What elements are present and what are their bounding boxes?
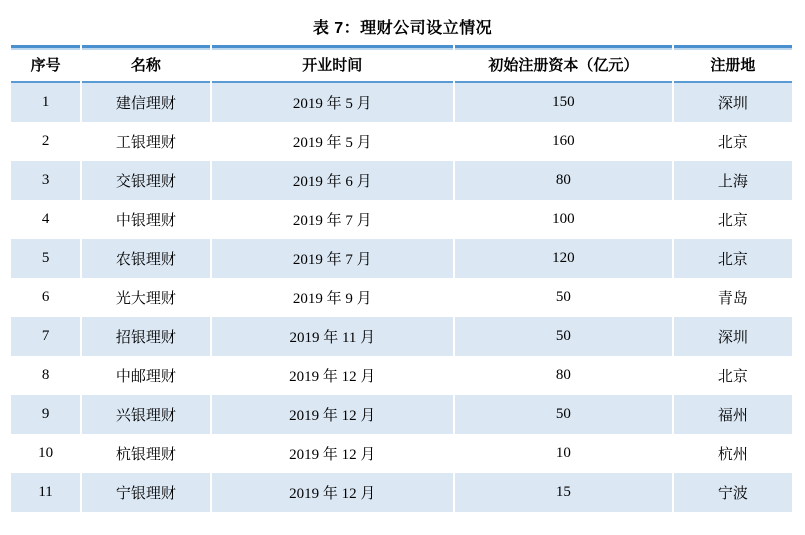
table-cell: 80: [455, 161, 672, 200]
table-cell: 5: [11, 239, 80, 278]
table-cell: 11: [11, 473, 80, 512]
table-title: 表 7：理财公司设立情况: [312, 20, 493, 37]
table-row: [11, 356, 792, 395]
table-cell: 杭州: [674, 434, 792, 473]
table-row: [11, 473, 792, 512]
table-cell: 北京: [674, 356, 792, 395]
table-cell: 150: [455, 83, 672, 122]
table-cell: 中银理财: [82, 200, 209, 239]
table-cell: 6: [11, 278, 80, 317]
table-cell: 2019 年 9 月: [212, 278, 454, 317]
table-body: [11, 83, 792, 512]
table-cell: 光大理财: [82, 278, 209, 317]
table-cell: 120: [455, 239, 672, 278]
table-cell: 北京: [674, 239, 792, 278]
table-cell: 招银理财: [82, 317, 209, 356]
table-cell: 10: [455, 434, 672, 473]
table-row: [11, 395, 792, 434]
table-cell: 160: [455, 122, 672, 161]
table-cell: 100: [455, 200, 672, 239]
table-cell: 2019 年 7 月: [212, 239, 454, 278]
table-cell: 9: [11, 395, 80, 434]
table-cell: 15: [455, 473, 672, 512]
col-header-index: 序号: [11, 45, 80, 83]
table-cell: 宁波: [674, 473, 792, 512]
table-cell: 交银理财: [82, 161, 209, 200]
table-cell: 7: [11, 317, 80, 356]
table-cell: 8: [11, 356, 80, 395]
table-cell: 2019 年 5 月: [212, 122, 454, 161]
table-cell: 4: [11, 200, 80, 239]
table-cell: 50: [455, 278, 672, 317]
table-cell: 10: [11, 434, 80, 473]
table-cell: 兴银理财: [82, 395, 209, 434]
table-cell: 50: [455, 317, 672, 356]
table-row: [11, 122, 792, 161]
table-cell: 杭银理财: [82, 434, 209, 473]
table-cell: 深圳: [674, 83, 792, 122]
col-header-capital: 初始注册资本（亿元）: [455, 45, 672, 83]
table-cell: 建信理财: [82, 83, 209, 122]
table-row: [11, 278, 792, 317]
table-cell: 青岛: [674, 278, 792, 317]
table-cell: 2019 年 12 月: [212, 434, 454, 473]
table-cell: 2: [11, 122, 80, 161]
col-header-date: 开业时间: [212, 45, 454, 83]
table-cell: 中邮理财: [82, 356, 209, 395]
table-row: [11, 317, 792, 356]
table-cell: 深圳: [674, 317, 792, 356]
col-header-place: 注册地: [674, 45, 792, 83]
table-cell: 福州: [674, 395, 792, 434]
table-cell: 农银理财: [82, 239, 209, 278]
table-cell: 2019 年 11 月: [212, 317, 454, 356]
table-cell: 2019 年 12 月: [212, 395, 454, 434]
table-cell: 2019 年 5 月: [212, 83, 454, 122]
table-cell: 上海: [674, 161, 792, 200]
table-cell: 1: [11, 83, 80, 122]
table-cell: 2019 年 6 月: [212, 161, 454, 200]
table-cell: 2019 年 7 月: [212, 200, 454, 239]
table-row: [11, 239, 792, 278]
table-cell: 北京: [674, 122, 792, 161]
table-cell: 北京: [674, 200, 792, 239]
table-cell: 50: [455, 395, 672, 434]
table-row: [11, 161, 792, 200]
table-row: [11, 83, 792, 122]
wealth-companies-table: [9, 45, 794, 512]
table-row: [11, 434, 792, 473]
table-cell: 2019 年 12 月: [212, 473, 454, 512]
table-row: [11, 200, 792, 239]
header-row: [11, 45, 792, 83]
table-cell: 宁银理财: [82, 473, 209, 512]
table-cell: 2019 年 12 月: [212, 356, 454, 395]
table-cell: 80: [455, 356, 672, 395]
col-header-name: 名称: [82, 45, 209, 83]
table-cell: 3: [11, 161, 80, 200]
table-cell: 工银理财: [82, 122, 209, 161]
